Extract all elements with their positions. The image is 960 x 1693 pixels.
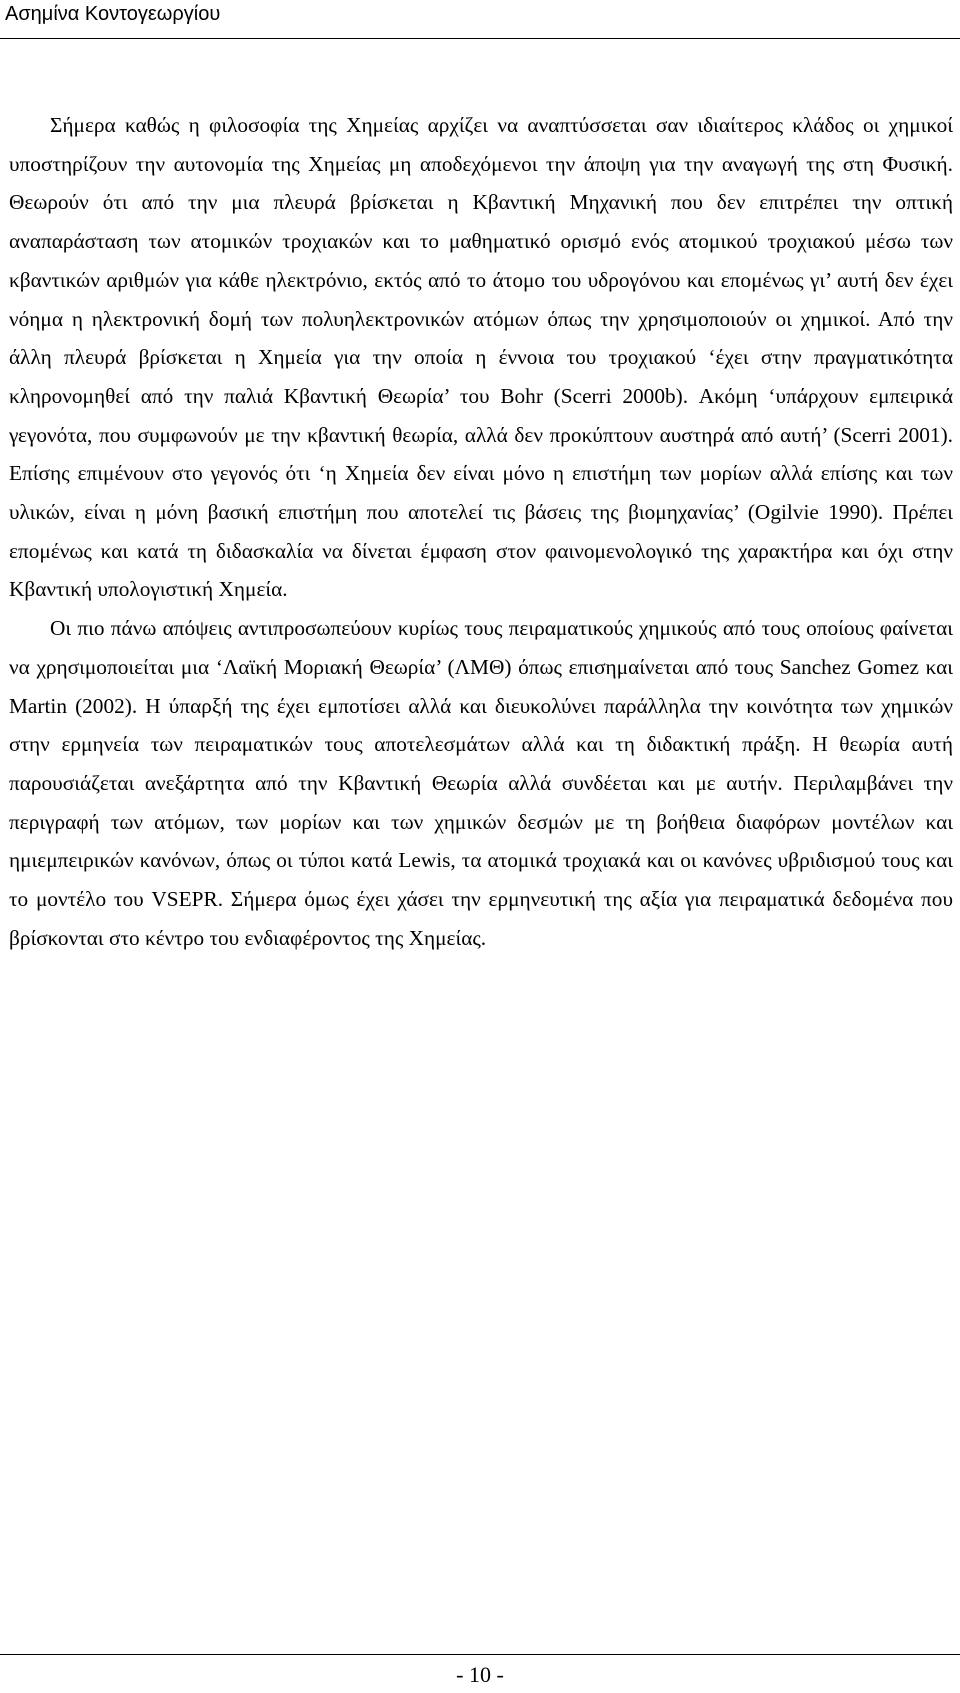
paragraph-2: Οι πιο πάνω απόψεις αντιπροσωπεύουν κυρίως τους πειραματικούς χημικούς από τους οποίους φαίνεται να χρησιμοποιείται μια ‘Λαϊκή Μοριακή Θεωρία’ (ΛΜΘ) όπως επισημαίνεται από τους Sanchez Gomez και Martin (2002). Η ύπαρξή της έχει εμποτίσει αλλά και διευκολύνει παράλληλα την κοινότητα των χημικών στην ερμηνεία των πειραματικών τους αποτελεσμάτων αλλά και τη διδακτική πράξη. Η θεωρία αυτή παρουσιάζεται ανεξάρτητα από την Κβαντική Θεωρία αλλά συνδέεται και με αυτήν. Περιλαμβάνει την περιγραφή των ατόμων, των μορίων και των χημικών δεσμών με τη βοήθεια διαφόρων μοντέλων και ημιεμπειρικών κανόνων, όπως οι τύποι κατά Lewis, τα ατομικά τροχιακά και οι κανόνες υβριδισμού τους και το μοντέλο του VSEPR. Σήμερα όμως έχει χάσει την ερμηνευτική της αξία για πειραματικά δεδομένα που βρίσκονται στο κέντρο του ενδιαφέροντος της Χημείας. xyxy=(9,616,953,950)
header-divider xyxy=(0,38,960,39)
paragraph-1: Σήμερα καθώς η φιλοσοφία της Χημείας αρχίζει να αναπτύσσεται σαν ιδιαίτερος κλάδος οι χημικοί υποστηρίζουν την αυτονομία της Χημείας μη αποδεχόμενοι την άποψη για την αναγωγή της στη Φυσική. Θεωρούν ότι από την μια πλευρά βρίσκεται η Κβαντική Μηχανική που δεν επιτρέπει την οπτική αναπαράσταση των ατομικών τροχιακών και το μαθηματικό ορισμό ενός ατομικού τροχιακού μέσω των κβαντικών αριθμών για κάθε ηλεκτρόνιο, εκτός από το άτομο του υδρογόνου και επομένως γι’ αυτή δεν έχει νόημα η ηλεκτρονική δομή των πολυηλεκτρονικών ατόμων όπως την χρησιμοποιούν οι χημικοί. Από την άλλη πλευρά βρίσκεται η Χημεία για την οποία η έννοια του τροχιακού ‘έχει στην πραγματικότητα κληρονομηθεί από την παλιά Κβαντική Θεωρία’ του Bohr (Scerri 2000b). Ακόμη ‘υπάρχουν εμπειρικά γεγονότα, που συμφωνούν με την κβαντική θεωρία, αλλά δεν προκύπτουν αυστηρά από αυτή’ (Scerri 2001). Επίσης επιμένουν στο γεγονός ότι ‘η Χημεία δεν είναι μόνο η επιστήμη των μορίων αλλά επίσης και των υλικών, είναι η μόνη βασική επιστήμη που αποτελεί τις βάσεις της βιομηχανίας’ (Ogilvie 1990). Πρέπει επομένως και κατά τη διδασκαλία να δίνεται έμφαση στον φαινομενολογικό της χαρακτήρα και όχι στην Κβαντική υπολογιστική Χημεία. xyxy=(9,113,953,602)
footer-divider xyxy=(0,1654,960,1655)
page-number: - 10 - xyxy=(456,1662,504,1687)
body-text xyxy=(9,106,953,957)
running-header-author: Ασημίνα Κοντογεωργίου xyxy=(5,3,221,25)
